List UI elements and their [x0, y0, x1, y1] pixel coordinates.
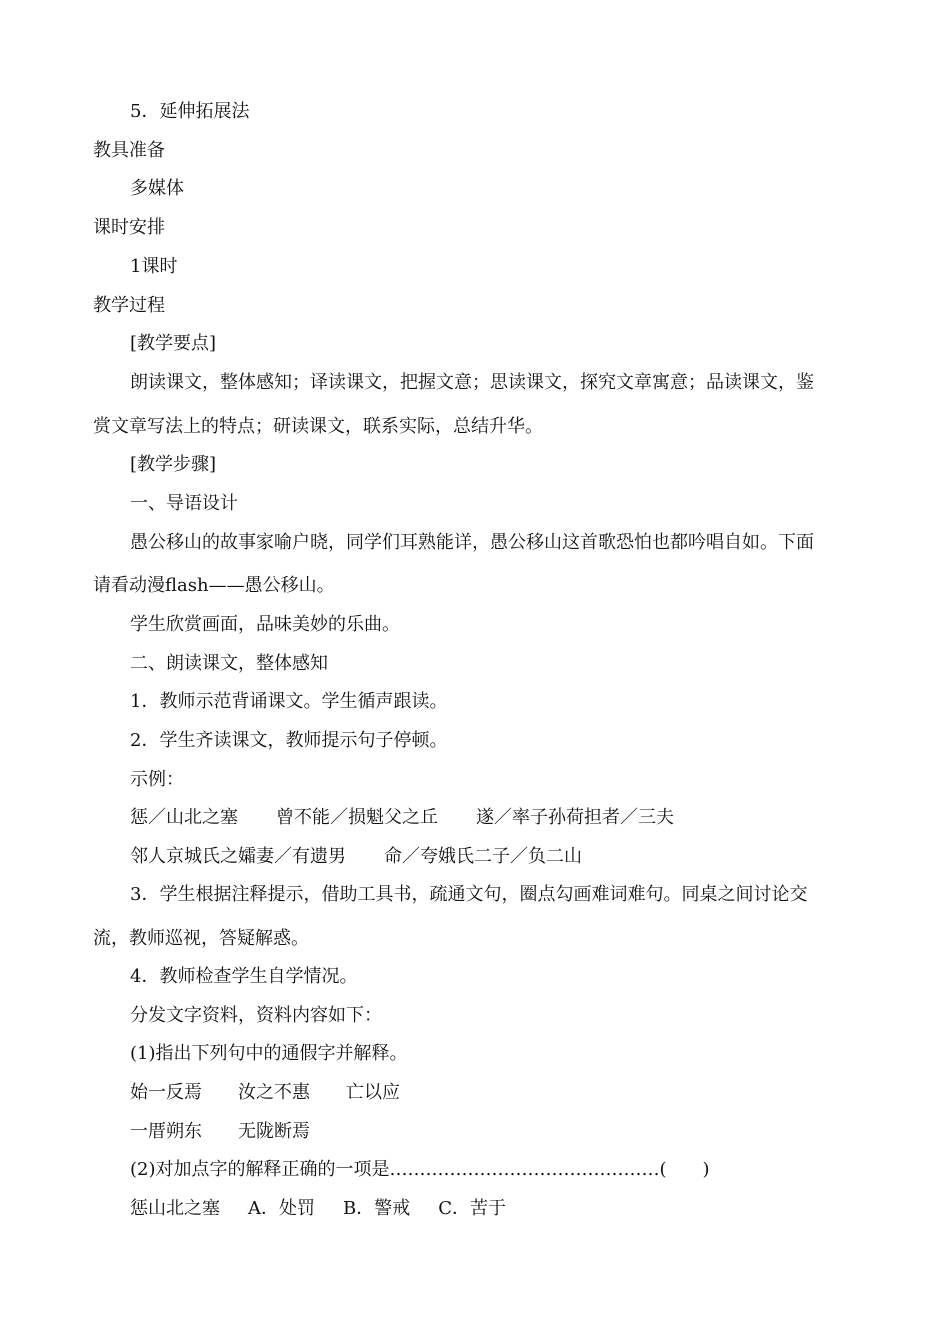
paragraph-key-points-line-2: 赏文章写法上的特点；研读课文，联系实际，总结升华。	[93, 416, 543, 437]
subheading-steps: [教学步骤]	[130, 454, 217, 475]
step-2-item-4: 4．教师检查学生自学情况。	[130, 966, 358, 987]
question-phrase: 汝之不惠	[238, 1082, 310, 1103]
step-2-item-2: 2．学生齐读课文，教师提示句子停顿。	[130, 730, 448, 751]
question-1: (1)指出下列句中的通假字并解释。	[130, 1043, 408, 1064]
paragraph-appreciate: 学生欣赏画面，品味美妙的乐曲。	[130, 614, 400, 635]
question-2-options	[130, 1197, 506, 1221]
paragraph-intro-line-2: 请看动漫flash——愚公移山。	[93, 575, 335, 596]
step-heading-2: 二、朗读课文，整体感知	[130, 653, 328, 674]
question-1-row-1	[130, 1081, 400, 1105]
paragraph-key-points-line-1: 朗读课文，整体感知；译读课文，把握文意；思读课文，探究文章寓意；品读课文，鉴	[130, 372, 814, 393]
example-row-1	[130, 806, 674, 830]
step-2-item-3-line-2: 流，教师巡视，答疑解惑。	[93, 928, 309, 949]
example-label: 示例：	[130, 769, 184, 790]
handout-intro: 分发文字资料，资料内容如下：	[130, 1005, 382, 1026]
question-2: (2)对加点字的解释正确的一项是………………………………………( )	[130, 1159, 710, 1180]
section-heading-teaching-aids: 教具准备	[93, 140, 165, 161]
example-phrase: 曾不能／损魁父之丘	[276, 807, 438, 828]
step-2-item-3-line-1: 3．学生根据注释提示，借助工具书，疏通文句，圈点勾画难词难句。同桌之间讨论交	[130, 884, 808, 905]
question-1-row-2	[130, 1120, 310, 1144]
option-c: C．苦于	[438, 1198, 507, 1219]
teaching-aids-text: 多媒体	[130, 178, 184, 199]
question-phrase: 一厝朔东	[130, 1121, 202, 1142]
step-2-item-1: 1．教师示范背诵课文。学生循声跟读。	[130, 691, 448, 712]
schedule-text: 1课时	[130, 256, 178, 277]
question-phrase: 始一反焉	[130, 1082, 202, 1103]
example-phrase: 遂／率子孙荷担者／三夫	[476, 807, 674, 828]
example-row-2	[130, 845, 582, 869]
question-phrase: 亡以应	[346, 1082, 400, 1103]
example-phrase: 命／夸娥氏二子／负二山	[384, 846, 582, 867]
example-phrase: 邻人京城氏之孀妻／有遗男	[130, 846, 346, 867]
method-item-5: 5．延伸拓展法	[130, 101, 250, 122]
section-heading-process: 教学过程	[93, 295, 165, 316]
paragraph-intro-line-1: 愚公移山的故事家喻户晓，同学们耳熟能详，愚公移山这首歌恐怕也都吟唱自如。下面	[130, 532, 814, 553]
step-heading-1: 一、导语设计	[130, 493, 238, 514]
subheading-key-points: [教学要点]	[130, 333, 217, 354]
option-a: A．处罚	[248, 1198, 315, 1219]
section-heading-schedule: 课时安排	[93, 217, 165, 238]
option-b: B．警戒	[343, 1198, 411, 1219]
question-phrase: 惩山北之塞	[130, 1198, 220, 1219]
example-phrase: 惩／山北之塞	[130, 807, 238, 828]
question-phrase: 无陇断焉	[238, 1121, 310, 1142]
